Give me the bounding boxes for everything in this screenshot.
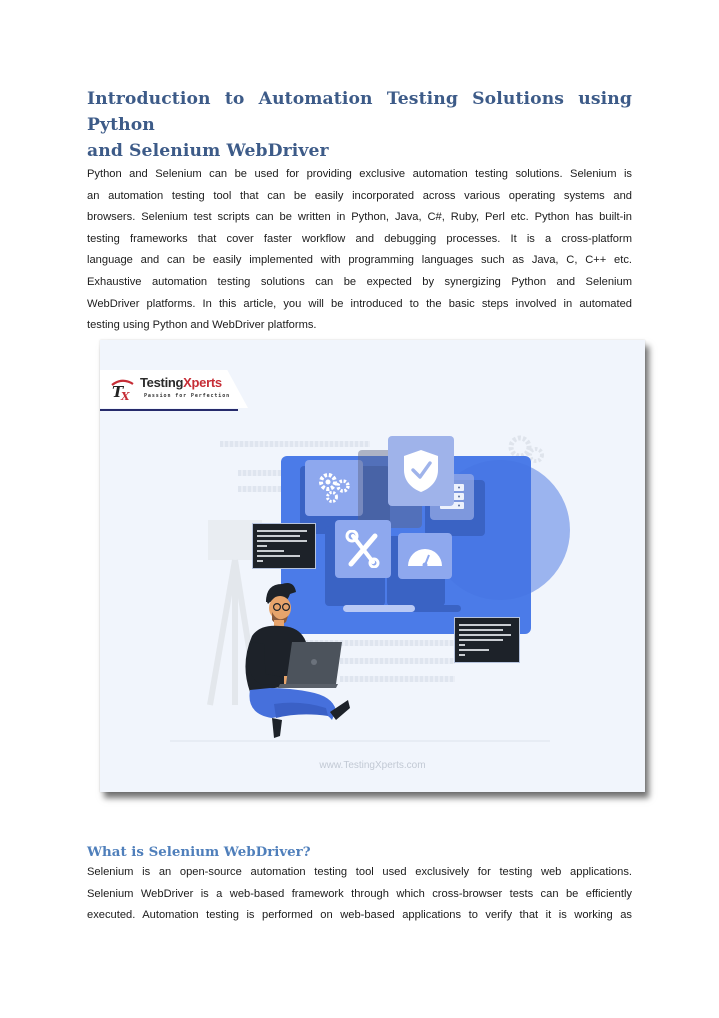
intro-line: testing frameworks that cover faster workflow and debugging processes. It is a cross-platform [87,232,632,245]
section-heading: What is Selenium WebDriver? [87,844,311,860]
decorative-text-bar [238,470,283,476]
intro-line: browsers. Selenium test scripts can be written in Python, Java, C#, Ruby, Perl etc. Python has built-in [87,211,632,224]
page-title-line-1: Introduction to Automation Testing Solutions using Python [87,89,632,135]
intro-paragraph [87,164,632,337]
code-line [257,530,307,532]
intro-line: an automation testing tool that can be easily incorporated across various operating systems and [87,189,632,202]
shield-tile [388,436,454,506]
intro-line: language and can be easily implemented with programming languages such as Java, C, C++ etc. [87,254,632,267]
decorative-text-bar [220,441,370,447]
svg-text:T: T [112,383,124,401]
code-line [257,555,300,557]
code-line [459,654,465,656]
code-line [257,560,263,562]
intro-line: testing using Python and WebDriver platforms. [87,319,317,332]
person-with-laptop-illustration [230,572,360,742]
section-line: Selenium is an open-source automation testing tool used exclusively for testing web applications. [87,866,632,878]
code-line [257,545,267,547]
speedometer-tile [398,533,452,579]
speedometer-icon [406,544,444,568]
intro-line: Exhaustive automation testing solutions can be expected by synergizing Python and Selenium [87,275,632,288]
gears-icon [316,471,352,505]
code-line [459,634,511,636]
logo-underline [100,409,238,411]
shield-check-icon [401,448,441,494]
intro-line: WebDriver platforms. In this article, you will be introduced to the basic steps involved in automated [87,297,632,310]
code-line [459,639,503,641]
decorative-text-bar [238,486,283,492]
tools-tile [335,520,391,578]
hero-illustration [100,340,645,792]
logo-tagline: Passion for Perfection [144,393,231,399]
code-line [459,624,511,626]
watermark: www.TestingXperts.com [319,760,426,771]
logo-wordmark [140,375,222,390]
intro-line: Python and Selenium can be used for providing exclusive automation testing solutions. Selenium is [87,168,632,180]
tools-icon [345,530,381,568]
gears-tile [305,460,363,516]
svg-text:X: X [121,390,130,402]
code-line [459,649,489,651]
section-line: Selenium WebDriver is a web-based framework through which cross-browser tests can be efficiently [87,887,632,900]
page-title [87,86,632,164]
code-panel-right [454,617,520,663]
section-paragraph [87,862,632,927]
floor-line [170,740,550,742]
code-line [257,550,284,552]
code-line [257,540,307,542]
code-line [459,629,503,631]
code-panel-left [252,523,316,569]
logo-wordmark-part2: Xperts [183,375,222,390]
page-title-line-2: and Selenium WebDriver [87,141,329,161]
logo-wordmark-part1: Testing [140,375,184,390]
code-line [257,535,300,537]
code-line [459,644,465,646]
testingxperts-logo-icon [109,376,135,402]
section-line: executed. Automation testing is performed on web-based applications to verify that it is working as [87,909,632,922]
